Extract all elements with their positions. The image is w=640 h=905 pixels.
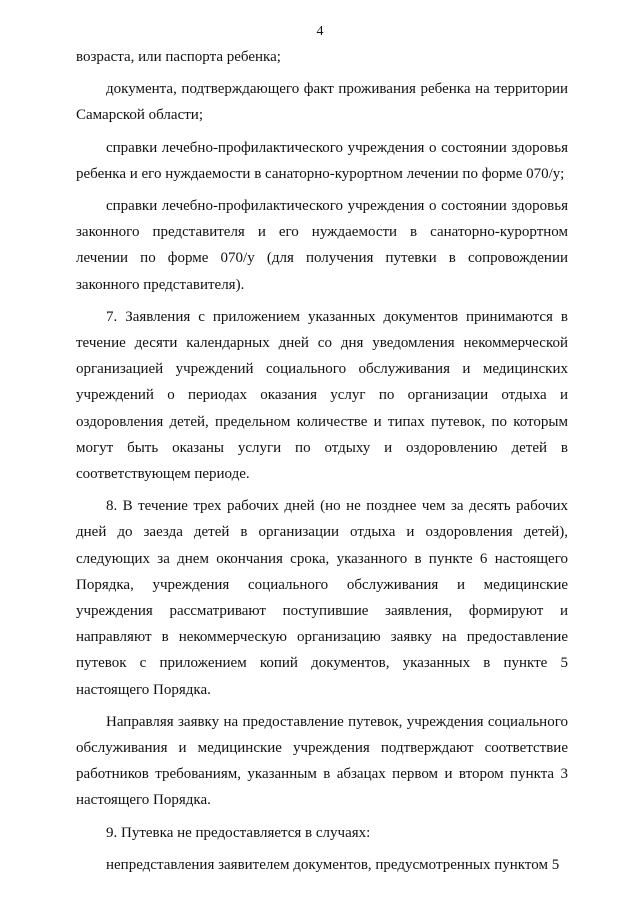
paragraph-6: 8. В течение трех рабочих дней (но не позднее чем за десять рабочих дней до заезда детей в организации отдыха и оздоровления детей), следующих за днем окончания срока, указанного в пункте 6 настоящего Порядка, учреждения социального обслуживания и медицинские учреждения рассматривают поступившие заявления, формируют и направляют в некоммерческую организацию заявку на предоставление путевок с приложением копий документов, указанных в пункте 5 настоящего Порядка. (76, 498, 568, 698)
paragraph-4: справки лечебно-профилактического учреждения о состоянии здоровья законного представителя и его нуждаемости в санаторно-курортном лечении по форме 070/у (для получения путевки в сопровождении законного представителя). (76, 198, 568, 293)
page-number: 4 (316, 24, 324, 39)
document-body (76, 44, 568, 878)
paragraph-9: непредставления заявителем документов, предусмотренных пунктом 5 (106, 856, 560, 873)
paragraph-8: 9. Путевка не предоставляется в случаях: (106, 824, 371, 841)
paragraph-5: 7. Заявления с приложением указанных документов принимаются в течение десяти календарных дней со дня уведомления некоммерческой организацией учреждений социального обслуживания и медицинских учреждений о периодах оказания услуг по организации отдыха и оздоровления детей, предельном количестве и типах путевок, по которым могут быть оказаны услуги по отдыху и оздоровлению детей в соответствующем периоде. (76, 308, 568, 483)
paragraph-2: документа, подтверждающего факт проживания ребенка на территории Самарской области; (76, 81, 568, 124)
paragraph-3: справки лечебно-профилактического учреждения о состоянии здоровья ребенка и его нуждаемости в санаторно-курортном лечении по форме 070/у; (76, 139, 568, 182)
paragraph-1: возраста, или паспорта ребенка; (76, 49, 281, 65)
paragraph-7: Направляя заявку на предоставление путевок, учреждения социального обслуживания и медицинские учреждения подтверждают соответствие работников требованиям, указанным в абзацах первом и втором пункта 3 настоящего Порядка. (76, 713, 568, 809)
